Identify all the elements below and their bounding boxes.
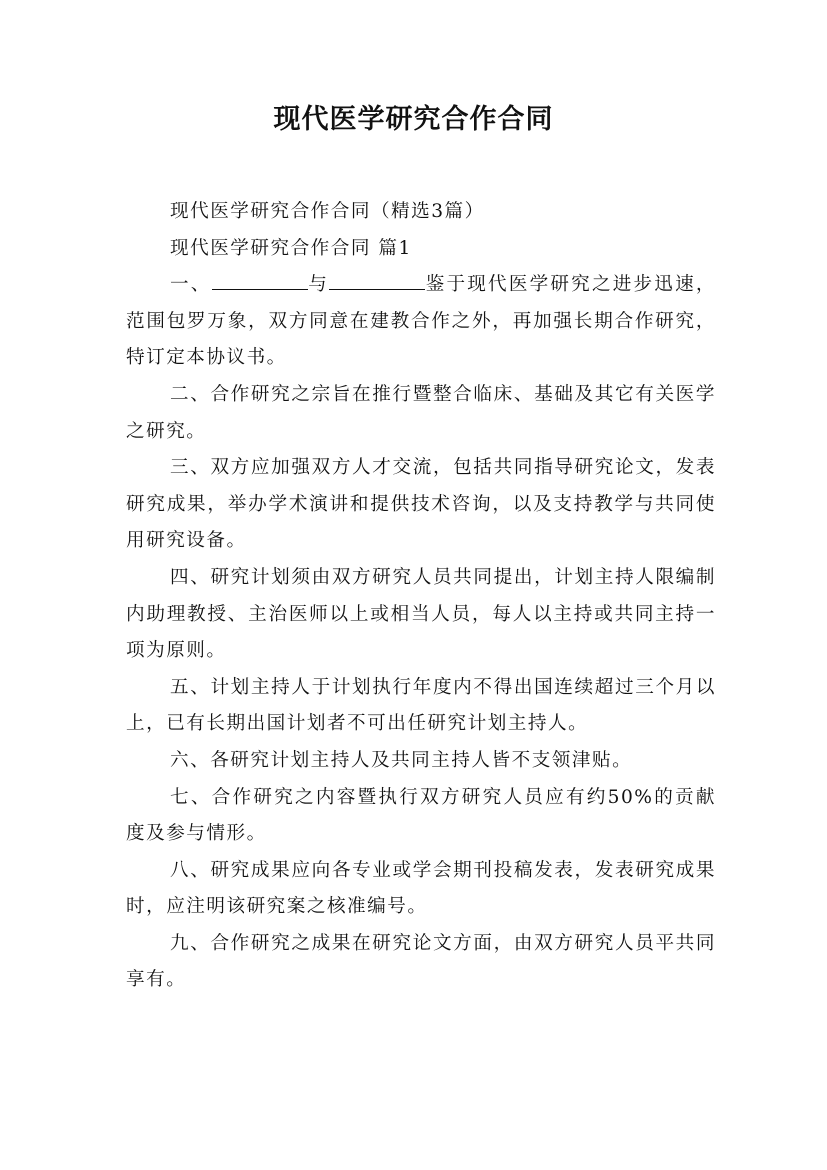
document-body xyxy=(126,194,716,999)
clause-1 xyxy=(126,267,716,377)
clause-2: 二、合作研究之宗旨在推行暨整合临床、基础及其它有关医学之研究。 xyxy=(126,383,716,442)
clause-3: 三、双方应加强双方人才交流，包括共同指导研究论文，发表研究成果，举办学术演讲和提供技术咨询，以及支持教学与共同使用研究设备。 xyxy=(126,457,716,552)
clause-4: 四、研究计划须由双方研究人员共同提出，计划主持人限编制内助理教授、主治医师以上或相当人员，每人以主持或共同主持一项为原则。 xyxy=(126,566,716,662)
clause-8: 八、研究成果应向各专业或学会期刊投稿发表，发表研究成果时，应注明该研究案之核准编号。 xyxy=(126,859,716,918)
clause-6: 六、各研究计划主持人及共同主持人皆不支领津贴。 xyxy=(170,749,633,771)
clause-1-mid: 与 xyxy=(307,274,330,296)
party-a-blank xyxy=(212,271,308,290)
clause-9: 九、合作研究之成果在研究论文方面，由双方研究人员平共同享有。 xyxy=(126,932,716,991)
party-b-blank xyxy=(329,271,425,290)
clause-5: 五、计划主持人于计划执行年度内不得出国连续超过三个月以上，已有长期出国计划者不可出任研究计划主持人。 xyxy=(126,676,716,735)
clause-1-prefix: 一、 xyxy=(170,274,212,296)
subtitle: 现代医学研究合作合同（精选3篇） xyxy=(170,201,485,222)
section-heading: 现代医学研究合作合同 篇1 xyxy=(170,237,412,259)
clause-1-text: 鉴于现代医学研究之进步迅速，范围包罗万象，双方同意在建教合作之外，再加强长期合作研究，特订定本协议书。 xyxy=(126,274,716,369)
clause-7: 七、合作研究之内容暨执行双方研究人员应有约50%的贡献度及参与情形。 xyxy=(126,786,716,845)
document-title: 现代医学研究合作合同 xyxy=(273,104,554,135)
